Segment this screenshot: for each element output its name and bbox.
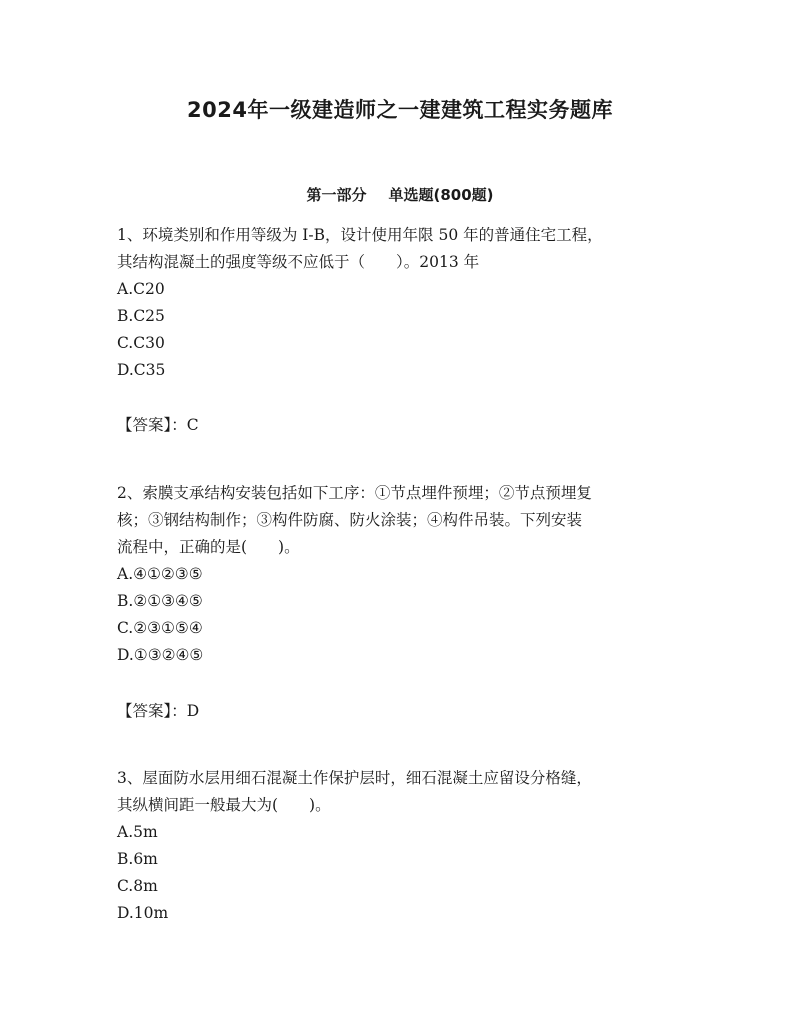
question-text-line: 3、屋面防水层用细石混凝土作保护层时，细石混凝土应留设分格缝， (117, 769, 592, 787)
question-text-line: 其结构混凝土的强度等级不应低于（ ）。2013 年 (117, 253, 480, 271)
section-part: 第一部分 (306, 186, 367, 204)
answer-2 (117, 698, 199, 725)
question-text-line: 流程中，正确的是( )。 (117, 538, 300, 556)
question-text-line: 核；③钢结构制作；③构件防腐、防火涂装；④构件吊装。下列安装 (117, 511, 583, 529)
answer-label: 【答案】： (117, 702, 187, 720)
option-c: C.②③①⑤④ (117, 619, 203, 637)
option-d: D.10m (117, 904, 169, 922)
answer-label: 【答案】： (117, 416, 187, 434)
section-heading (0, 184, 800, 205)
option-a: A.5m (117, 823, 158, 841)
option-b: B.6m (117, 850, 158, 868)
section-type: 单选题(800题) (388, 186, 494, 204)
option-b: B.C25 (117, 307, 165, 325)
option-a: A.C20 (117, 280, 165, 298)
option-c: C.8m (117, 877, 158, 895)
answer-1 (117, 412, 199, 439)
question-text-line: 2、索膜支承结构安装包括如下工序：①节点埋件预埋；②节点预埋复 (117, 484, 592, 502)
question-1 (117, 222, 687, 384)
option-d: D.C35 (117, 361, 166, 379)
answer-value: D (186, 702, 200, 720)
question-3 (117, 765, 687, 927)
option-a: A.④①②③⑤ (117, 565, 203, 583)
option-b: B.②①③④⑤ (117, 592, 203, 610)
question-text-line: 其纵横间距一般最大为( )。 (117, 796, 331, 814)
document-title: 2024年一级建造师之一建建筑工程实务题库 (187, 98, 613, 122)
option-d: D.①③②④⑤ (117, 646, 204, 664)
question-text-line: 1、环境类别和作用等级为 I-B，设计使用年限 50 年的普通住宅工程， (117, 226, 603, 244)
answer-value: C (186, 416, 199, 434)
option-c: C.C30 (117, 334, 165, 352)
question-2 (117, 480, 687, 669)
